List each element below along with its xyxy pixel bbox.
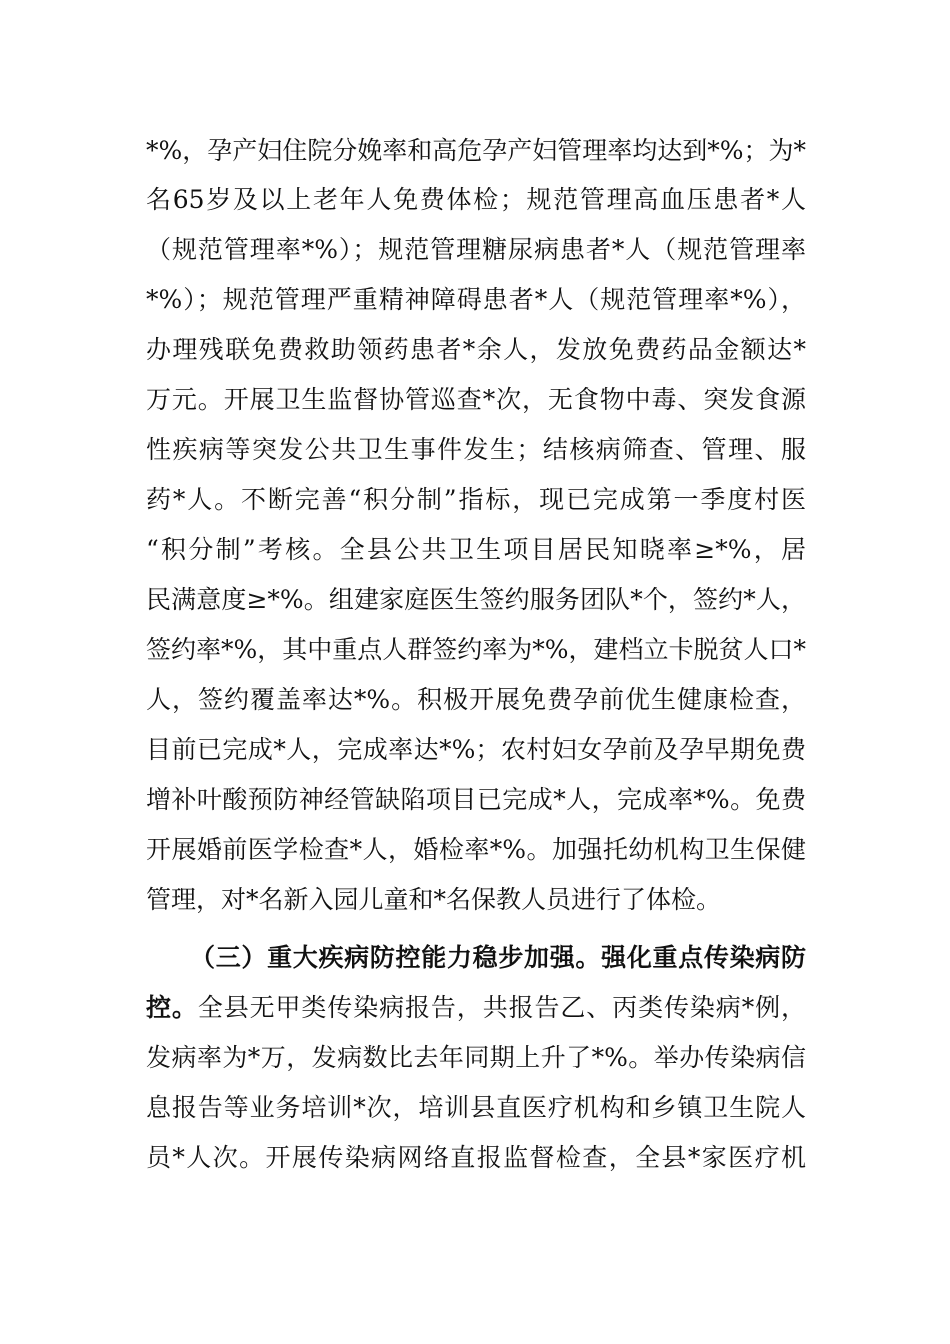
section-heading-continuation [146,988,806,1028]
paragraph-line: 名65岁及以上老年人免费体检；规范管理高血压患者*人 [146,185,806,214]
paragraph-line: “积分制”考核。全县公共卫生项目居民知晓率≥*%，居 [146,535,806,564]
paragraph-line: *%，孕产妇住院分娩率和高危孕产妇管理率均达到*%；为* [146,136,806,165]
paragraph-text: 全县无甲类传染病报告，共报告乙、丙类传染病*例， [197,993,806,1022]
paragraph-line: 人，签约覆盖率达*%。积极开展免费孕前优生健康检查， [146,685,806,714]
paragraph-line: 开展婚前医学检查*人，婚检率*%。加强托幼机构卫生保健 [146,835,806,864]
paragraph-line: 性疾病等突发公共卫生事件发生；结核病筛查、管理、服 [146,435,806,464]
paragraph-line: 员*人次。开展传染病网络直报监督检查，全县*家医疗机 [146,1143,806,1172]
paragraph-line: 药*人。不断完善“积分制”指标，现已完成第一季度村医 [146,485,806,514]
paragraph-line: 管理，对*名新入园儿童和*名保教人员进行了体检。 [146,885,722,914]
paragraph-line: 办理残联免费救助领药患者*余人，发放免费药品金额达* [146,335,806,364]
paragraph-line: 息报告等业务培训*次，培训县直医疗机构和乡镇卫生院人 [146,1093,806,1122]
paragraph-line: 签约率*%，其中重点人群签约率为*%，建档立卡脱贫人口* [146,635,806,664]
paragraph-line: 民满意度≥*%。组建家庭医生签约服务团队*个，签约*人， [146,585,806,614]
paragraph-line: （规范管理率*%）；规范管理糖尿病患者*人（规范管理率 [146,235,806,264]
paragraph-line: 目前已完成*人，完成率达*%；农村妇女孕前及孕早期免费 [146,735,806,764]
paragraph-line: 增补叶酸预防神经管缺陷项目已完成*人，完成率*%。免费 [146,785,806,814]
paragraph-line: *%）；规范管理严重精神障碍患者*人（规范管理率*%）， [146,285,806,314]
section-heading-line: （三）重大疾病防控能力稳步加强。强化重点传染病防 [190,943,806,972]
paragraph-line: 万元。开展卫生监督协管巡查*次，无食物中毒、突发食源 [146,385,806,414]
heading-tail-bold: 控。 [146,993,198,1022]
paragraph-line: 发病率为*万，发病数比去年同期上升了*%。举办传染病信 [146,1043,806,1072]
